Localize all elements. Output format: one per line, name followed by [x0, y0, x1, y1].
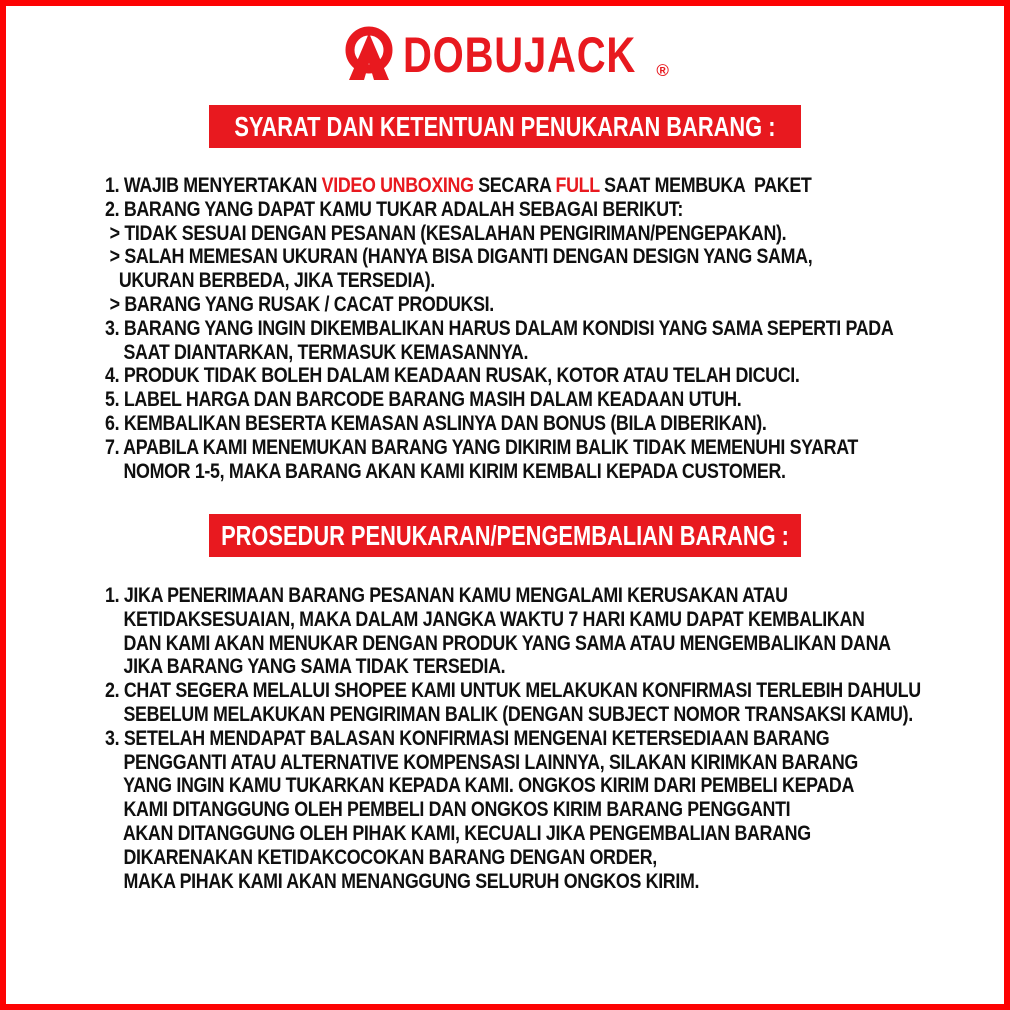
terms-line — [105, 364, 893, 388]
terms-line — [105, 198, 893, 222]
section-title-terms: SYARAT DAN KETENTUAN PENUKARAN BARANG : — [234, 110, 776, 142]
text-segment: > SALAH MEMESAN UKURAN (HANYA BISA DIGANTI DENGAN DESIGN YANG SAMA, — [105, 245, 813, 269]
section-title-band-terms — [209, 105, 801, 148]
terms-line — [105, 703, 921, 727]
text-segment: 6. KEMBALIKAN BESERTA KEMASAN ASLINYA DAN BONUS (BILA DIBERIKAN). — [105, 411, 767, 435]
text-segment: > TIDAK SESUAI DENGAN PESANAN (KESALAHAN PENGIRIMAN/PENGEPAKAN). — [105, 221, 787, 245]
terms-line — [105, 774, 921, 798]
terms-line — [105, 632, 921, 656]
terms-line — [105, 751, 921, 775]
text-segment: SAAT MEMBUKA PAKET — [599, 174, 812, 197]
section-title-band-procedure — [209, 514, 801, 557]
terms-line — [105, 412, 893, 436]
text-segment: 3. BARANG YANG INGIN DIKEMBALIKAN HARUS DALAM KONDISI YANG SAMA SEPERTI PADA — [105, 316, 894, 340]
brand-wordmark: DOBUJACK — [403, 27, 637, 83]
terms-line — [105, 269, 893, 293]
section-title-procedure: PROSEDUR PENUKARAN/PENGEMBALIAN BARANG : — [221, 519, 789, 551]
text-segment: 5. LABEL HARGA DAN BARCODE BARANG MASIH DALAM KEADAAN UTUH. — [105, 388, 742, 412]
text-segment: 7. APABILA KAMI MENEMUKAN BARANG YANG DIKIRIM BALIK TIDAK MEMENUHI SYARAT — [105, 435, 859, 459]
text-segment: 1. WAJIB MENYERTAKAN — [105, 174, 322, 197]
text-segment: 2. CHAT SEGERA MELALUI SHOPEE KAMI UNTUK MELAKUKAN KONFIRMASI TERLEBIH DAHULU — [105, 679, 921, 703]
registered-trademark-symbol: ® — [656, 61, 669, 80]
text-segment: KAMI DITANGGUNG OLEH PEMBELI DAN ONGKOS KIRIM BARANG PENGGANTI — [105, 798, 791, 822]
text-segment: 2. BARANG YANG DAPAT KAMU TUKAR ADALAH SEBAGAI BERIKUT: — [105, 197, 683, 221]
text-segment: UKURAN BERBEDA, JIKA TERSEDIA). — [105, 269, 435, 293]
text-segment: SEBELUM MELAKUKAN PENGIRIMAN BALIK (DENGAN SUBJECT NOMOR TRANSAKSI KAMU). — [105, 702, 913, 726]
brand-logo — [0, 24, 1010, 82]
text-segment: > BARANG YANG RUSAK / CACAT PRODUKSI. — [105, 292, 494, 316]
terms-line — [105, 460, 893, 484]
terms-line — [105, 293, 893, 317]
terms-line — [105, 870, 921, 894]
text-segment: MAKA PIHAK KAMI AKAN MENANGGUNG SELURUH ONGKOS KIRIM. — [105, 869, 700, 893]
terms-line — [105, 436, 893, 460]
text-segment: 3. SETELAH MENDAPAT BALASAN KONFIRMASI MENGENAI KETERSEDIAAN BARANG — [105, 726, 830, 750]
terms-line — [105, 388, 893, 412]
text-segment: PENGGANTI ATAU ALTERNATIVE KOMPENSASI LAINNYA, SILAKAN KIRIMKAN BARANG — [105, 750, 858, 774]
text-segment: 1. JIKA PENERIMAAN BARANG PESANAN KAMU MENGALAMI KERUSAKAN ATAU — [105, 584, 788, 607]
circle-arrow-mountain-icon — [341, 26, 397, 82]
text-segment: SAAT DIANTARKAN, TERMASUK KEMASANNYA. — [105, 340, 529, 364]
terms-line — [105, 584, 921, 608]
terms-line — [105, 846, 921, 870]
terms-line — [105, 317, 893, 341]
text-segment: SECARA — [473, 174, 556, 197]
text-segment: YANG INGIN KAMU TUKARKAN KEPADA KAMI. ONGKOS KIRIM DARI PEMBELI KEPADA — [105, 774, 855, 798]
terms-line — [105, 174, 893, 198]
terms-line — [105, 608, 921, 632]
terms-list-return-procedure — [105, 584, 921, 893]
text-segment: NOMOR 1-5, MAKA BARANG AKAN KAMI KIRIM KEMBALI KEPADA CUSTOMER. — [105, 459, 786, 483]
highlighted-text: VIDEO UNBOXING — [321, 174, 474, 197]
terms-line — [105, 798, 921, 822]
terms-line — [105, 655, 921, 679]
terms-list-exchange-conditions — [105, 174, 893, 483]
terms-line — [105, 727, 921, 751]
text-segment: DAN KAMI AKAN MENUKAR DENGAN PRODUK YANG SAMA ATAU MENGEMBALIKAN DANA — [105, 631, 891, 655]
text-segment: 4. PRODUK TIDAK BOLEH DALAM KEADAAN RUSAK, KOTOR ATAU TELAH DICUCI. — [105, 364, 800, 388]
text-segment: KETIDAKSESUAIAN, MAKA DALAM JANGKA WAKTU 7 HARI KAMU DAPAT KEMBALIKAN — [105, 607, 865, 631]
text-segment: AKAN DITANGGUNG OLEH PIHAK KAMI, KECUALI JIKA PENGEMBALIAN BARANG — [105, 821, 811, 845]
terms-line — [105, 822, 921, 846]
terms-line — [105, 245, 893, 269]
terms-line — [105, 679, 921, 703]
highlighted-text: FULL — [555, 174, 600, 197]
text-segment: JIKA BARANG YANG SAMA TIDAK TERSEDIA. — [105, 655, 506, 679]
terms-line — [105, 341, 893, 365]
terms-line — [105, 222, 893, 246]
text-segment: DIKARENAKAN KETIDAKCOCOKAN BARANG DENGAN ORDER, — [105, 845, 657, 869]
